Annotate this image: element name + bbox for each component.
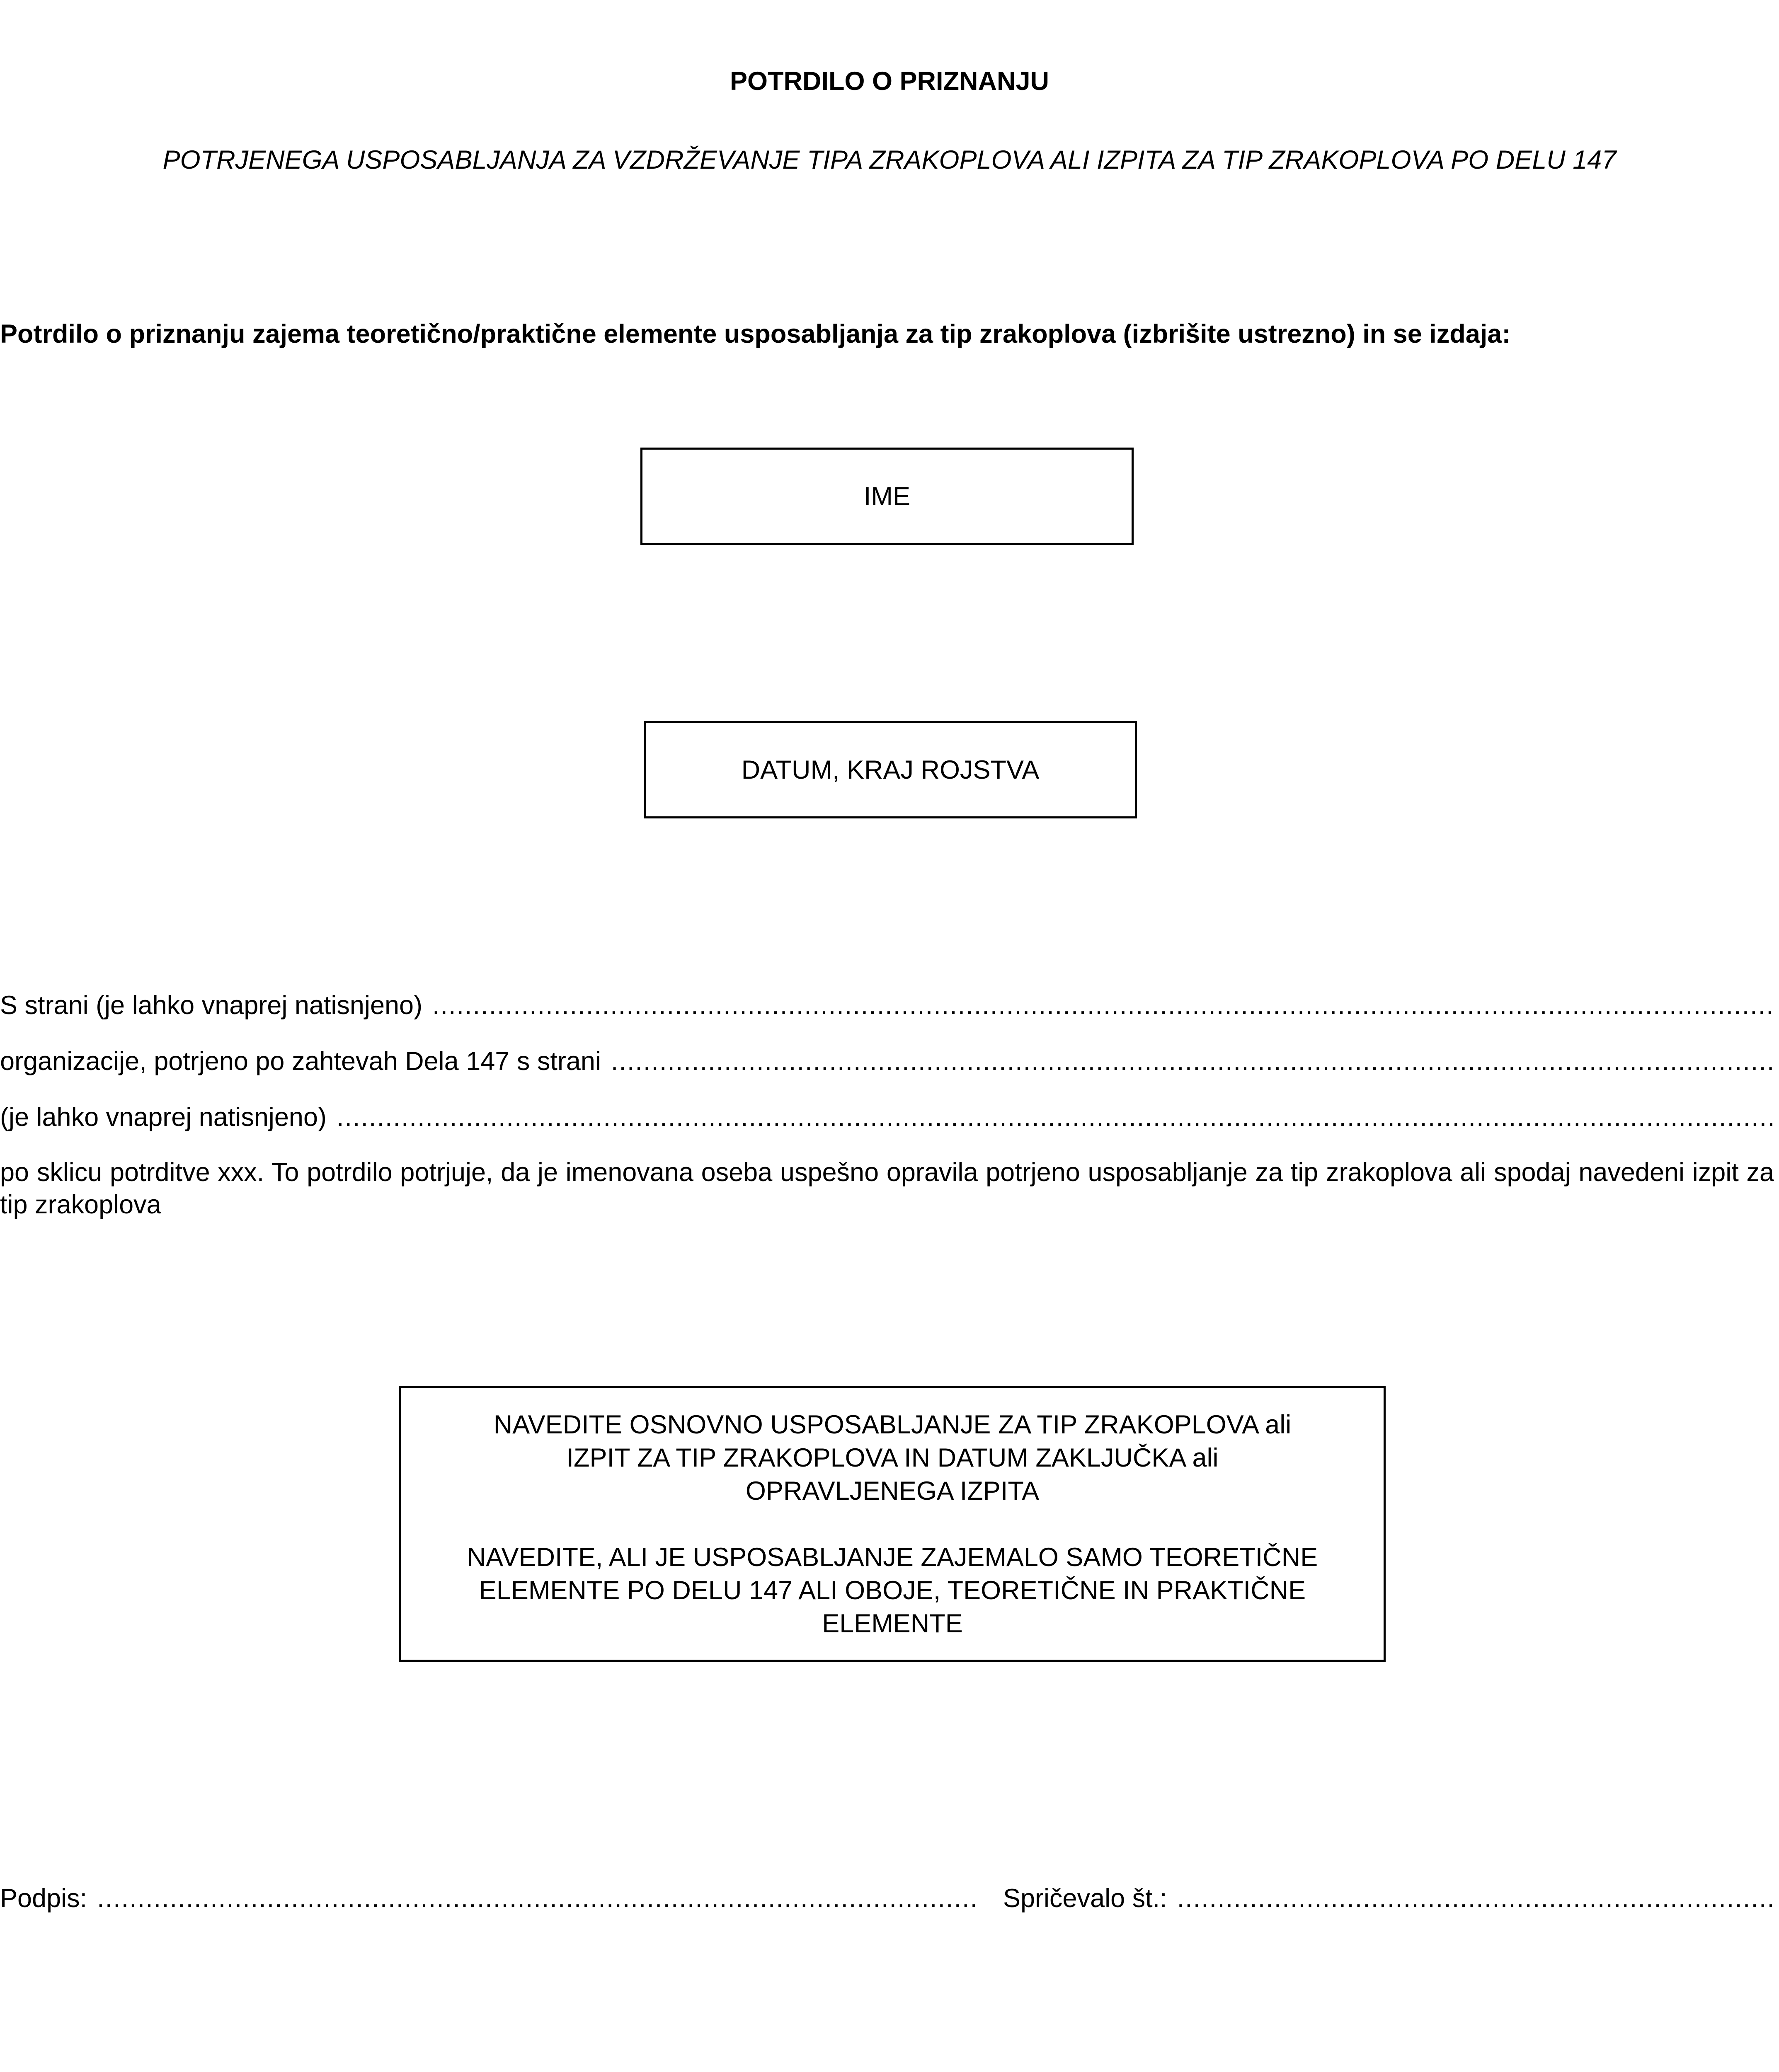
issued-by-label: S strani (je lahko vnaprej natisnjeno) — [0, 991, 423, 1020]
name-field-label: IME — [863, 482, 910, 511]
preprinted-label: (je lahko vnaprej natisnjeno) — [0, 1103, 327, 1132]
name-field-box[interactable] — [640, 448, 1134, 545]
signature-line[interactable] — [0, 1883, 978, 1913]
document-subtitle: POTRJENEGA USPOSABLJANJA ZA VZDRŽEVANJE TIPA ZRAKOPLOVA ALI IZPITA ZA TIP ZRAKOPLOVA PO DELU 147 — [162, 145, 1617, 174]
training-info-text-1: NAVEDITE OSNOVNO USPOSABLJANJE ZA TIP ZRAKOPLOVA ali IZPIT ZA TIP ZRAKOPLOVA IN DATUM ZAKLJUČKA ali OPRAVLJENEGA IZPITA — [493, 1410, 1292, 1506]
training-info-box[interactable] — [399, 1386, 1386, 1662]
certificate-number-label: Spričevalo št.: — [1003, 1884, 1167, 1913]
signature-label: Podpis: — [0, 1884, 87, 1913]
organization-line[interactable] — [0, 1046, 1774, 1076]
certificate-number-dotted-field[interactable] — [1177, 1883, 1774, 1913]
birth-date-place-box[interactable] — [644, 721, 1137, 818]
signature-dotted-field[interactable] — [97, 1883, 978, 1913]
organization-label: organizacije, potrjeno po zahtevah Dela 147 s strani — [0, 1047, 601, 1076]
issued-by-dotted-field[interactable] — [432, 990, 1774, 1020]
certificate-number-line[interactable] — [1003, 1883, 1774, 1913]
preprinted-line[interactable] — [0, 1102, 1774, 1132]
training-info-text-2: NAVEDITE, ALI JE USPOSABLJANJE ZAJEMALO SAMO TEORETIČNE ELEMENTE PO DELU 147 ALI OBOJE, TEORETIČNE IN PRAKTIČNE ELEMENTE — [467, 1542, 1318, 1638]
organization-dotted-field[interactable] — [611, 1046, 1774, 1076]
preprinted-dotted-field[interactable] — [337, 1102, 1774, 1132]
confirmation-paragraph: po sklicu potrditve xxx. To potrdilo potrjuje, da je imenovana oseba uspešno opravila potrjeno usposabljanje za tip zrakoplova ali spodaj navedeni izpit za tip zrakoplova — [0, 1158, 1774, 1219]
document-title: POTRDILO O PRIZNANJU — [730, 67, 1049, 96]
issued-by-line[interactable] — [0, 990, 1774, 1020]
birth-date-place-label: DATUM, KRAJ ROJSTVA — [741, 755, 1040, 784]
intro-statement: Potrdilo o priznanju zajema teoretično/praktične elemente usposabljanja za tip zrakoplova (izbrišite ustrezno) in se izdaja: — [0, 320, 1511, 349]
